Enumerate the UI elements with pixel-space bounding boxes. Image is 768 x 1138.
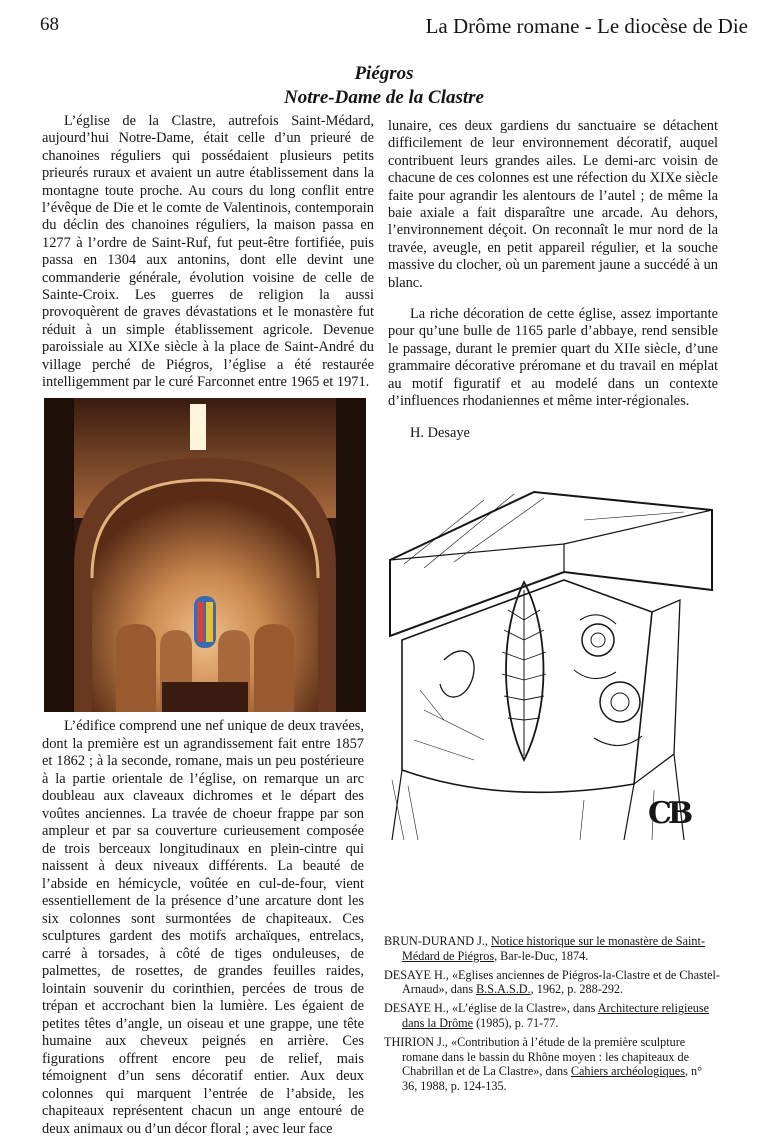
right-column [388, 118, 718, 442]
artist-monogram: CB [648, 796, 690, 831]
title-place: Piégros [354, 63, 414, 84]
bibliography [384, 934, 720, 1098]
reference-title: B.S.A.S.D. [476, 982, 531, 997]
reference-title: Architecture religieuse dans la Drôme [402, 1001, 710, 1030]
church-interior-photo [44, 398, 366, 712]
bibliography-entry: BRUN-DURAND J., Notice historique sur le monastère de Saint-Médard de Piégros, Bar-le-Duc, 1874. [384, 934, 705, 963]
bibliography-entry: DESAYE H., «Eglises anciennes de Piégros-la-Clastre et de Chastel-Arnaud», dans B.S.A.S.D., 1962, p. 288-292. [384, 967, 720, 997]
architecture-paragraph: L’édifice comprend une nef unique de deux travées, dont la première est un agrandissement fait entre 1857 et 1862 ; à la seconde, romane, mais un peu postérieure à la partie orientale de l’église, on remarque un arc doubleau aux claveaux dichromes et le départ des voûtes anciennes. La travée de choeur frappe par son ampleur et par sa couverture curieusement composée de trois berceaux longitudinaux en plein-cintre qui naissent à deux niveaux différents. La beauté de l’abside en hémicycle, voûtée en cul-de-four, vient essentiellement de la présence d’une arcature dont les six colonnes sont surmontées de chapiteaux. Ces sculptures gardent des motifs archaïques, entrelacs, carré à torsades, à côté de tiges onduleuses, de palmettes, de rosettes, de grandes feuilles raides, lointain souvenir du corinthien, percées de trous de trépan et accrochant bien la lumière. Les égaient de petites têtes d’angle, un oiseau et une grappe, une tête humaine aux cheveux peignés en arrière. Ces figurations offrent encore peu de relief, mais témoignent d’un sens décoratif entier. Aux deux colonnes qui marquent l’entrée de l’abside, les chapiteaux représentent chacun un ange entouré de deux animaux ou d’un décor floral ; avec leur face [42, 718, 364, 1137]
author-signature: H. Desaye [410, 424, 470, 441]
bibliography-entry: THIRION J., «Contribution à l’étude de la première sculpture romane dans le bassin du Rhône moyen : les chapiteaux de Chabrillan et de La Clastre», dans Cahiers archéologiques, n° 36, 1988, p. 124-135. [384, 1034, 703, 1094]
decoration-paragraph: La riche décoration de cette église, assez importante pour qu’une bulle de 1165 parle d’abbaye, rend sensible le passage, durant le premier quart du XIIe siècle, d’une grammaire décorative préromane et du travail en méplat au motif figuratif et au modelé dans un contexte d’influences rhodaniennes et même inter-régionales. [388, 306, 718, 410]
history-paragraph: L’église de la Clastre, autrefois Saint-Médard, aujourd’hui Notre-Dame, était celle d’un prieuré de chanoines réguliers qui possédaient plusieurs petits prieurés ruraux et avaient un autre établissement dans la montagne toute proche. Au cours du long conflit entre l’évêque de Die et le comte de Valentinois, contemporain du déclin des chanoines réguliers, la maison passa en 1277 à l’ordre de Saint-Ruf, fut peut-être fortifiée, puis passa en 1304 aux antonins, dont elle devint une commanderie générale, évolution voisine de celle de Sainte-Croix. Les guerres de religion la aussi provoquèrent de graves dévastations et le monastère fut réduit à un simple établissement agricole. Devenue paroissiale au XIXe siècle à la place de Saint-André du village perché de Piégros, l’église a été restaurée intelligemment par le curé Farconnet entre 1965 et 1971. [42, 113, 374, 391]
capital-drawing [384, 440, 718, 840]
running-title: La Drôme romane - Le diocèse de Die [425, 14, 748, 38]
reference-title: Notice historique sur le monastère de Saint-Médard de Piégros [402, 934, 705, 963]
description-column [42, 718, 364, 1138]
intro-column [42, 113, 374, 392]
bibliography-entry: DESAYE H., «L’église de la Clastre», dans Architecture religieuse dans la Drôme (1985), p. 71-77. [384, 1001, 710, 1030]
title-church: Notre-Dame de la Clastre [283, 87, 484, 108]
page-number: 68 [40, 14, 59, 35]
article-title [0, 62, 768, 110]
continuation-paragraph: lunaire, ces deux gardiens du sanctuaire se détachent difficilement de leur environnement décoratif, auquel contribuent leurs grandes ailes. Le demi-arc voisin de chacune de ces colonnes est une réfection du XIXe siècle faite pour agrandir les alentours de l’autel ; de même la baie axiale a fait disparaître une arcade. Au dehors, l’environnement déçoit. On reconnaît le mur nord de la travée, aveugle, en petit appareil régulier, et la souche massive du clocher, où un parement jaune a succédé à un blanc. [388, 118, 718, 291]
reference-title: Cahiers archéologiques [570, 1064, 685, 1079]
